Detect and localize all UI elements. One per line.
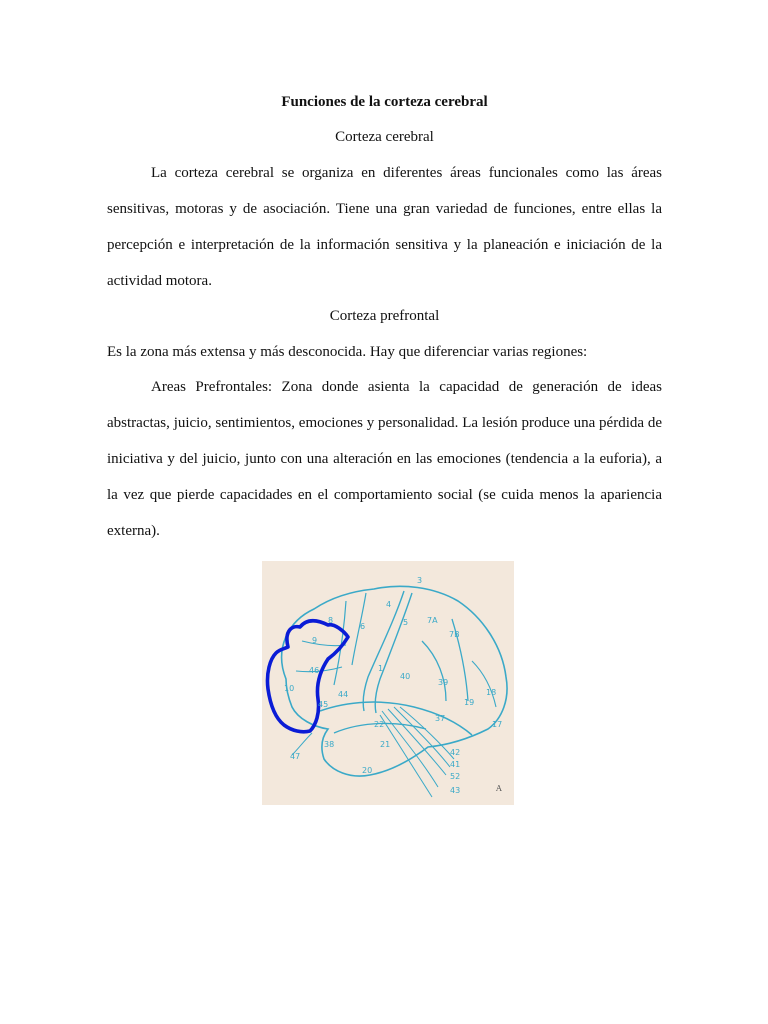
area-label-7a: 7A [427, 616, 438, 625]
area-label-22: 22 [374, 720, 385, 729]
area-label-1: 1 [378, 664, 384, 673]
paragraph-intro-prefrontal: Es la zona más extensa y más desconocida. Hay que diferenciar varias regiones: [107, 344, 588, 360]
area-label-44: 44 [338, 690, 349, 699]
area-label-46: 46 [309, 666, 320, 675]
area-label-43: 43 [450, 786, 461, 795]
document-title: Funciones de la corteza cerebral [281, 94, 488, 110]
brain-areas-figure [262, 561, 514, 805]
area-label-38: 38 [324, 740, 335, 749]
brain-diagram [262, 561, 514, 805]
area-label-17: 17 [492, 720, 503, 729]
area-label-4: 4 [386, 600, 392, 609]
figure-corner-letter: A [496, 784, 502, 793]
area-label-47: 47 [290, 752, 301, 761]
area-label-37: 37 [435, 714, 446, 723]
area-label-8: 8 [328, 616, 334, 625]
area-label-45: 45 [318, 700, 329, 709]
paragraph-areas-prefrontales: Areas Prefrontales: Zona donde asienta la capacidad de generación de ideas abstractas, juicio, sentimientos, emociones y personalidad. La lesión produce una pérdida de iniciativa y del juicio, junto con una alteración en las emociones (tendencia a la euforia), a la vez que pierde capacidades en el comportamiento social (se cuida menos la apariencia externa). [107, 379, 662, 539]
area-label-18: 18 [486, 688, 497, 697]
area-label-9: 9 [312, 636, 318, 645]
area-label-5: 5 [403, 618, 409, 627]
area-label-39: 39 [438, 678, 449, 687]
area-label-40: 40 [400, 672, 411, 681]
paragraph-corteza-cerebral: La corteza cerebral se organiza en diferentes áreas funcionales como las áreas sensitivas, motoras y de asociación. Tiene una gran variedad de funciones, entre ellas la percepción e interpretación de la información sensitiva y la planeación e iniciación de la actividad motora. [107, 165, 662, 289]
area-label-19: 19 [464, 698, 475, 707]
section-heading-corteza-prefrontal: Corteza prefrontal [329, 308, 440, 324]
area-label-10: 10 [284, 684, 295, 693]
area-label-42: 42 [450, 748, 461, 757]
area-label-52: 52 [450, 772, 461, 781]
area-label-20: 20 [362, 766, 373, 775]
area-label-6: 6 [360, 622, 366, 631]
area-label-41: 41 [450, 760, 461, 769]
area-label-7b: 7B [449, 630, 460, 639]
area-label-3: 3 [417, 576, 423, 585]
area-label-21: 21 [380, 740, 391, 749]
section-heading-corteza-cerebral: Corteza cerebral [335, 129, 434, 145]
